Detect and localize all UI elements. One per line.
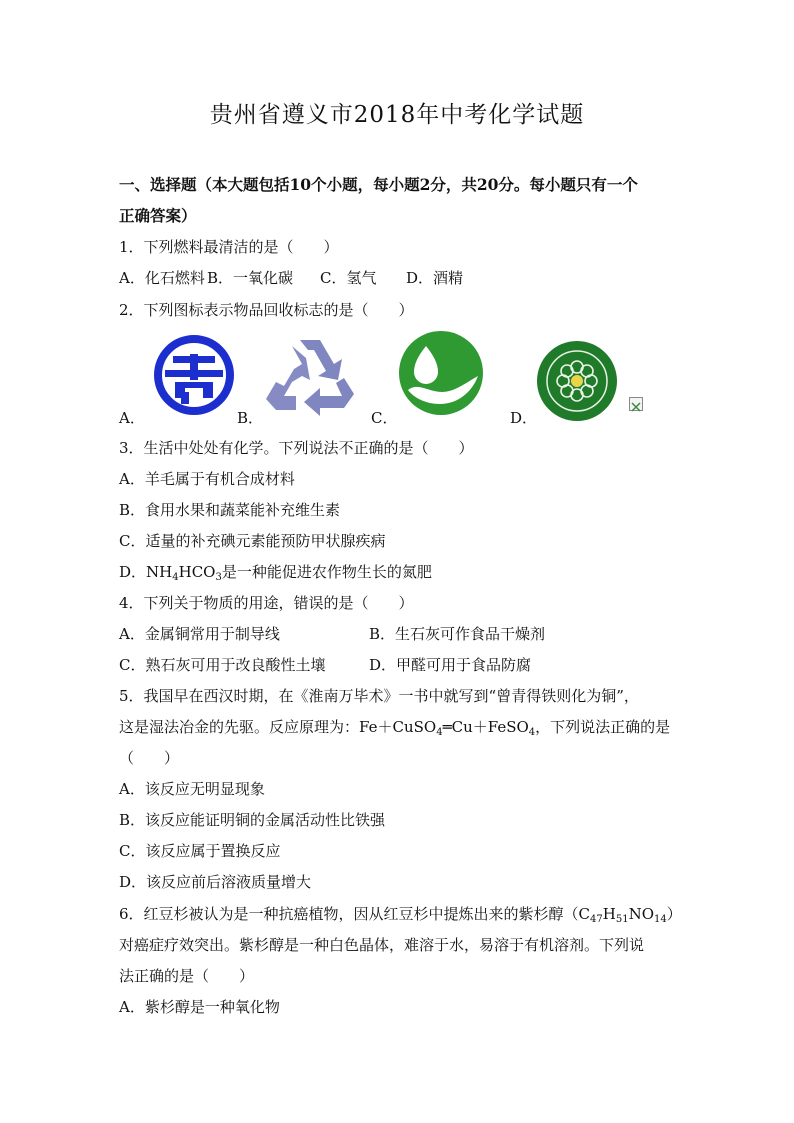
q3-option-b: B．食用水果和蔬菜能补充维生素 [119,501,341,519]
q3-option-d: D．$NH_4HCO_3$是一种能促进农作物生长的氮肥 [119,563,432,583]
q6-option-a: A．紫杉醇是一种氧化物 [119,998,280,1016]
q2-option-d-label: D． [510,409,538,427]
water-drop-logo-icon [398,330,484,416]
environmental-label-icon [536,340,618,422]
broken-image-icon [629,397,643,411]
q5-option-b: B．该反应能证明铜的金属活动性比铁强 [119,811,386,829]
q4-options-row-2 [119,655,531,675]
question-3-stem: 3．生活中处处有化学。下列说法不正确的是（ ） [119,439,474,457]
q5-option-d: D．该反应前后溶液质量增大 [119,873,312,891]
q4-option-a: A．金属铜常用于制导线 [119,625,280,643]
q5-option-c: C．该反应属于置换反应 [119,842,281,860]
question-5-line-2: 这是湿法冶金的先驱。反应原理为：Fe＋CuSO$_4$═Cu＋FeSO$_4$，下列说法正确的是 [119,718,671,738]
question-6-line-1: 6．红豆杉被认为是一种抗癌植物，因从红豆杉中提炼出来的紫杉醇$(C_{47}H_{51}NO_{14})$ [119,905,682,925]
section-heading-line-1: 一、选择题（本大题包括10个小题，每小题2分，共20分。每小题只有一个 [119,175,638,194]
q5-option-a: A．该反应无明显现象 [119,780,265,798]
section-heading-line-2: 正确答案） [119,206,197,225]
q1-option-d: D．酒精 [406,269,464,287]
recycling-arrows-icon [262,334,358,418]
q2-option-b-label: B． [237,409,264,427]
question-4-stem: 4．下列关于物质的用途，错误的是（ ） [119,594,414,612]
question-1-stem: 1．下列燃料最清洁的是（ ） [119,238,339,256]
q1-option-a: A．化石燃料 [119,269,205,287]
q3-option-a: A．羊毛属于有机合成材料 [119,470,295,488]
q2-option-c-label: C． [371,409,398,427]
q4-option-b: B．生石灰可作食品干燥剂 [369,625,546,643]
page-title: 贵州省遵义市2018年中考化学试题 [209,102,585,128]
question-6-line-3: 法正确的是（ ） [119,967,255,985]
q4-option-c: C．熟石灰可用于改良酸性土壤 [119,656,326,674]
q1-option-b: B．一氧化碳 [207,269,294,287]
question-5-line-1: 5．我国早在西汉时期，在《淮南万毕术》一书中就写到“曾青得铁则化为铜”， [119,687,639,705]
question-1-options [119,268,463,288]
q2-option-a-label: A． [119,409,145,427]
question-2-stem: 2．下列图标表示物品回收标志的是（ ） [119,301,414,319]
q1-option-c: C．氢气 [320,269,377,287]
water-saving-logo-icon [151,332,237,418]
q3-option-c: C．适量的补充碘元素能预防甲状腺疾病 [119,532,386,550]
question-6-line-2: 对癌症疗效突出。紫杉醇是一种白色晶体，难溶于水，易溶于有机溶剂。下列说 [119,936,645,954]
q4-option-d: D．甲醛可用于食品防腐 [369,656,532,674]
q4-options-row-1 [119,624,545,644]
question-5-line-3: （ ） [119,749,180,767]
